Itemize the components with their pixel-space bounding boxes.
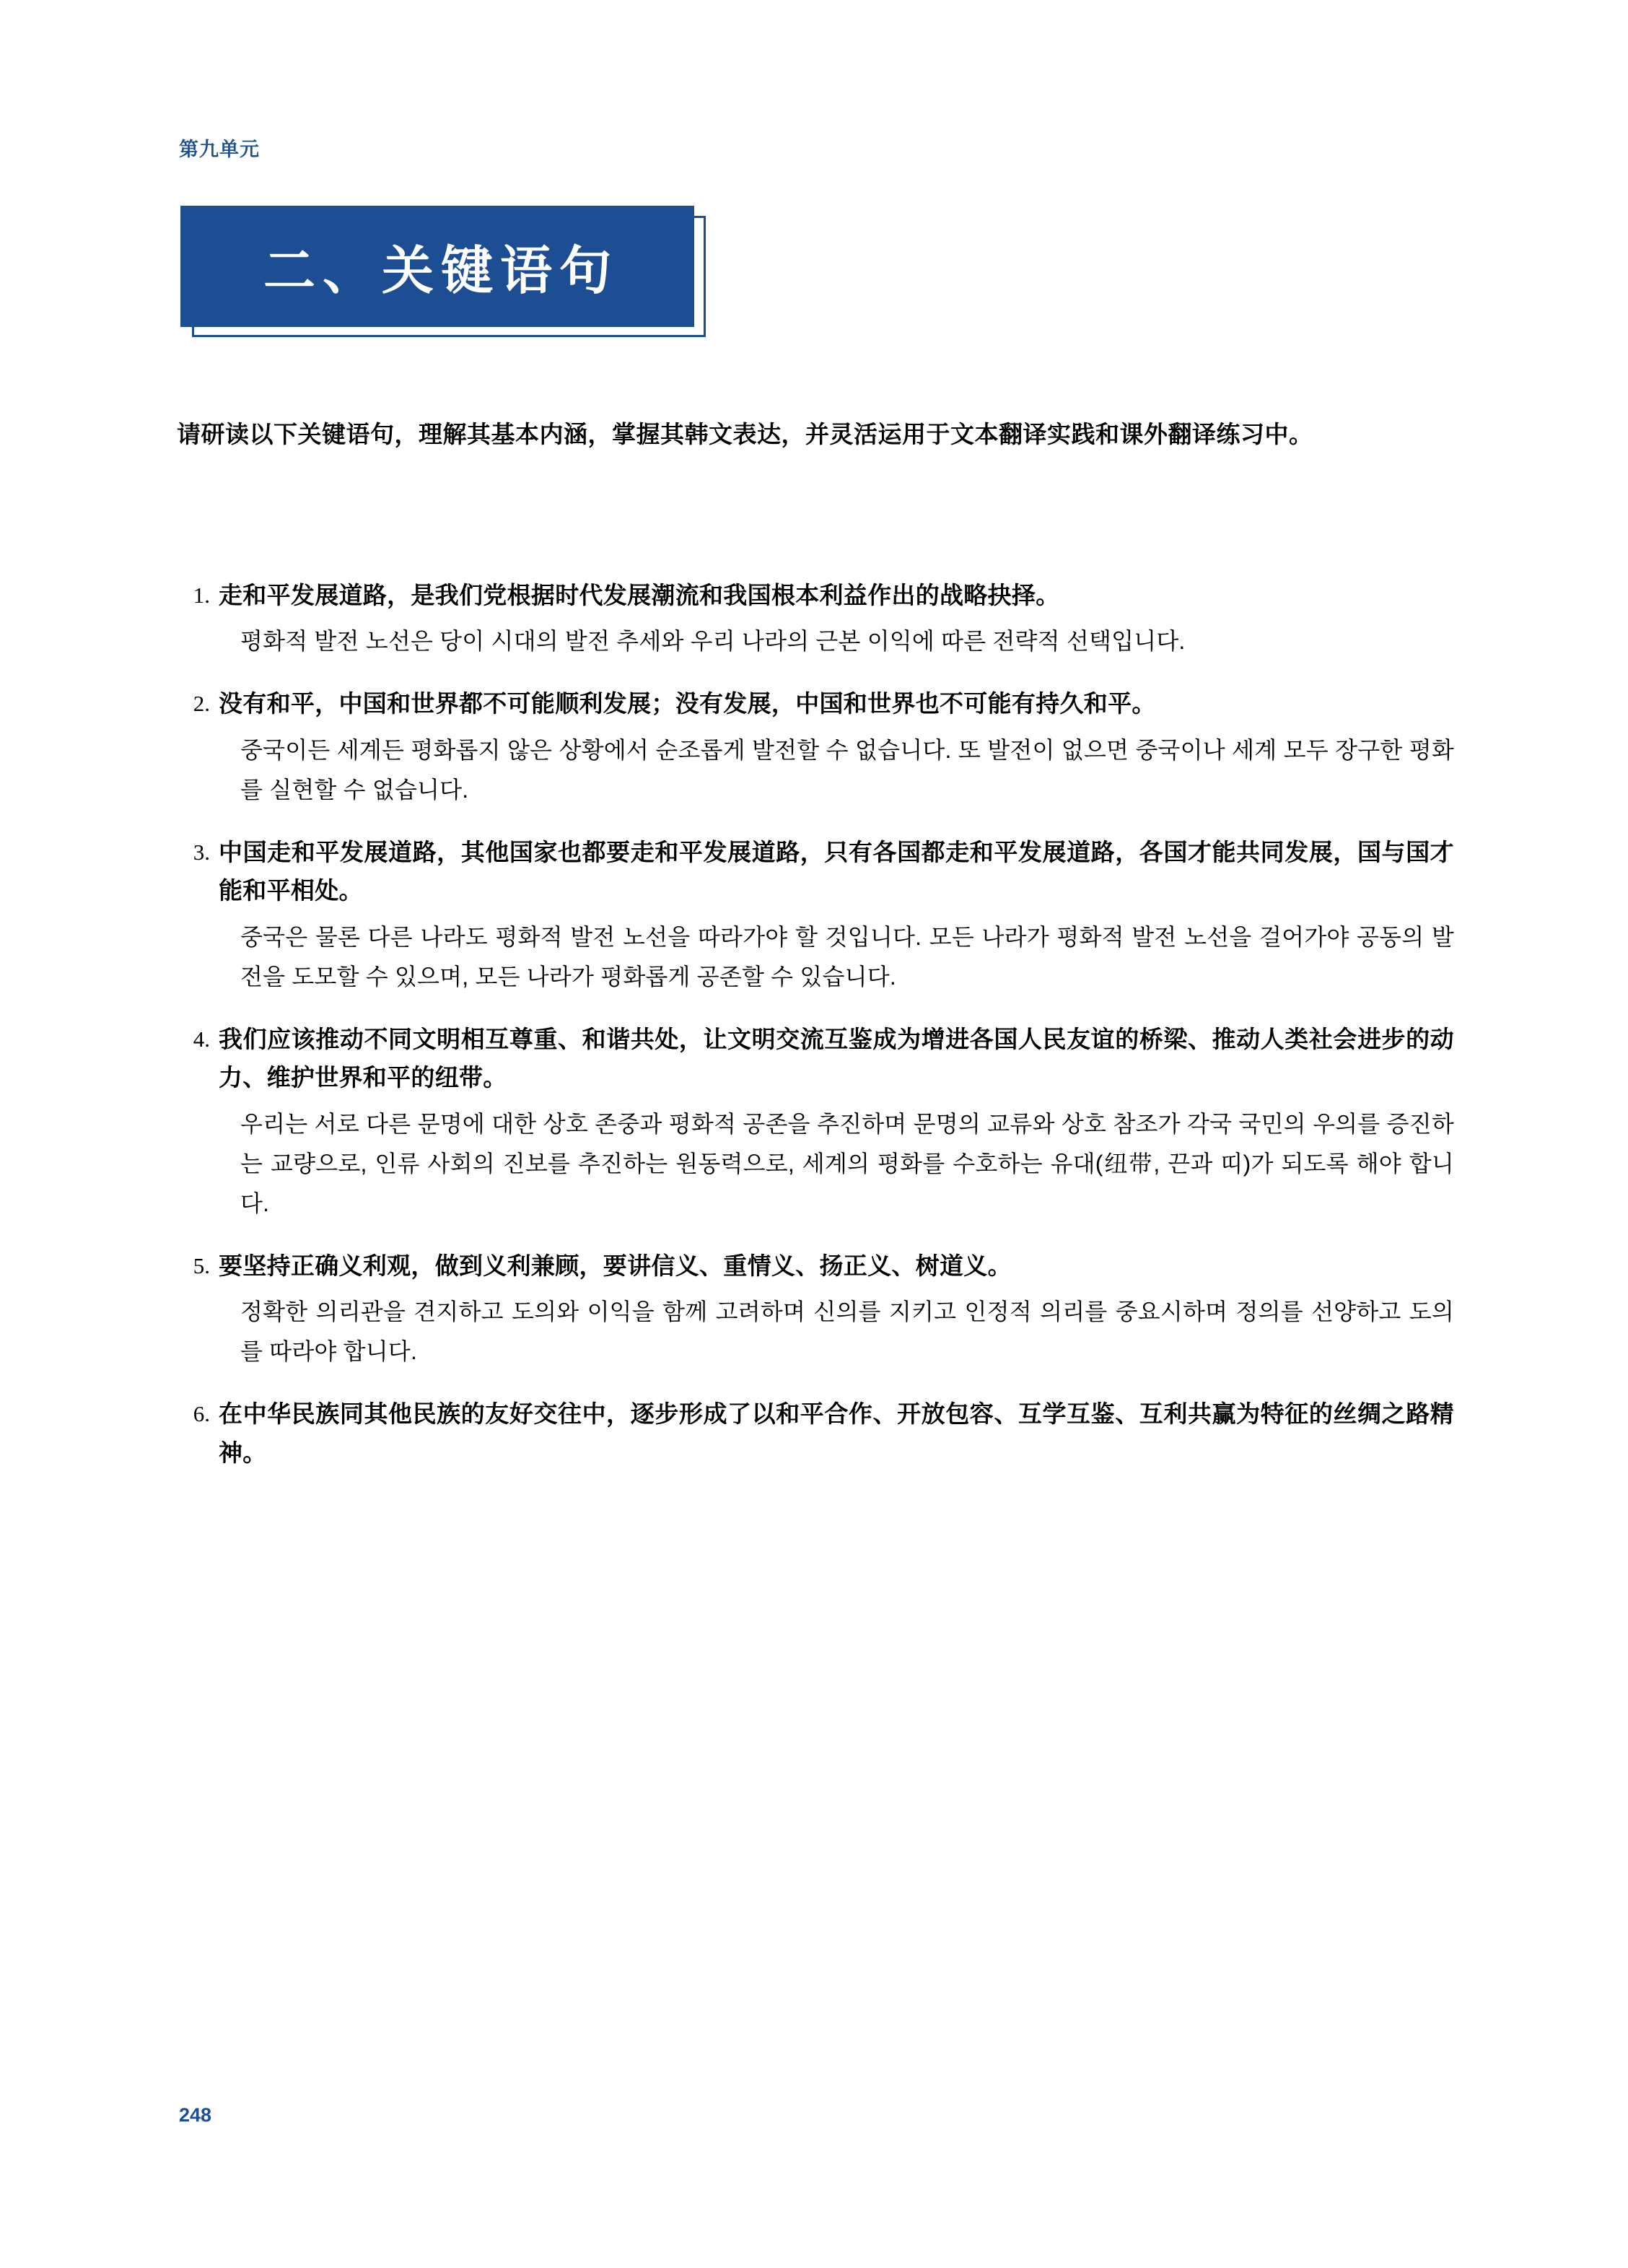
section-title-block (180, 206, 694, 327)
key-sentences-list (177, 577, 1454, 1498)
chinese-sentence: 我们应该推动不同文明相互尊重、和谐共处，让文明交流互鉴成为增进各国人民友谊的桥梁、推动人类社会进步的动力、维护世界和平的纽带。 (219, 1026, 1454, 1092)
list-item (177, 834, 1454, 997)
list-item-number: 3. (193, 839, 210, 865)
section-title-banner (180, 206, 718, 339)
list-item-number: 6. (193, 1401, 210, 1427)
list-item-number: 5. (193, 1252, 210, 1278)
instruction-paragraph: 请研读以下关键语句，理解其基本内涵，掌握其韩文表达，并灵活运用于文本翻译实践和课外翻译练习中。 (177, 422, 1313, 448)
list-item-body (219, 1248, 1454, 1372)
korean-translation: 우리는 서로 다른 문명에 대한 상호 존중과 평화적 공존을 추진하며 문명의 교류와 상호 참조가 각국 국민의 우의를 증진하는 교량으로, 인류 사회의 진보를 추진하는 원동력으로, 세계의 평화를 수호하는 유대(纽带, 끈과 띠)가 되도록 해야 합니다. (240, 1110, 1455, 1216)
list-item (177, 577, 1454, 661)
korean-translation: 중국이든 세계든 평화롭지 않은 상황에서 순조롭게 발전할 수 없습니다. 또 발전이 없으면 중국이나 세계 모두 장구한 평화를 실현할 수 없습니다. (240, 736, 1454, 803)
page-number: 248 (179, 2104, 212, 2126)
korean-translation: 정확한 의리관을 견지하고 도의와 이익을 함께 고려하며 신의를 지키고 인정적 의리를 중요시하며 정의를 선양하고 도의를 따라야 합니다. (240, 1299, 1454, 1365)
list-item-body (219, 577, 1454, 661)
unit-label: 第九单元 (179, 139, 260, 160)
section-title-text: 二、关键语句 (263, 243, 618, 300)
list-item-number: 2. (193, 691, 210, 717)
list-item (177, 686, 1454, 810)
chinese-sentence: 走和平发展道路，是我们党根据时代发展潮流和我国根本利益作出的战略抉择。 (219, 583, 1060, 609)
chinese-sentence: 在中华民族同其他民族的友好交往中，逐步形成了以和平合作、开放包容、互学互鉴、互利共赢为特征的丝绸之路精神。 (219, 1402, 1454, 1467)
list-item (177, 1396, 1454, 1473)
chinese-sentence: 要坚持正确义利观，做到义利兼顾，要讲信义、重情义、扬正义、树道义。 (219, 1253, 1012, 1280)
list-item-body (219, 686, 1454, 810)
chinese-sentence: 中国走和平发展道路，其他国家也都要走和平发展道路，只有各国都走和平发展道路，各国才能共同发展，国与国才能和平相处。 (219, 840, 1454, 905)
list-item-number: 4. (193, 1026, 210, 1052)
korean-translation: 평화적 발전 노선은 당이 시대의 발전 추세와 우리 나라의 근본 이익에 따른 전략적 선택입니다. (240, 628, 1186, 655)
list-item (177, 1021, 1454, 1224)
chinese-sentence: 没有和平，中国和世界都不可能顺利发展；没有发展，中国和世界也不可能有持久和平。 (219, 692, 1156, 718)
list-item-body (219, 834, 1454, 997)
list-item-number: 1. (193, 583, 210, 608)
korean-translation: 중국은 물론 다른 나라도 평화적 발전 노선을 따라가야 할 것입니다. 모든 나라가 평화적 발전 노선을 걸어가야 공동의 발전을 도모할 수 있으며, 모든 나라가 평화롭게 공존할 수 있습니다. (240, 923, 1454, 990)
list-item (177, 1248, 1454, 1372)
list-item-body (219, 1396, 1454, 1473)
list-item-body (219, 1021, 1454, 1224)
